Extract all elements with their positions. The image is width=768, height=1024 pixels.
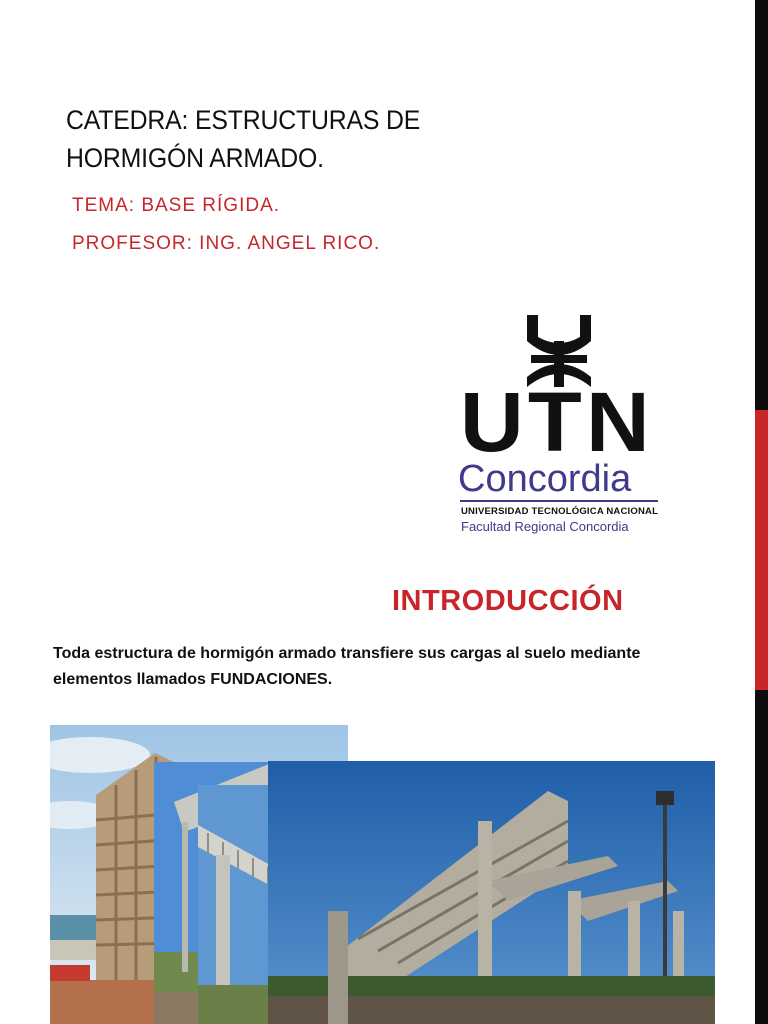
logo-city-text: Concordia bbox=[458, 458, 632, 500]
logo-university-text: UNIVERSIDAD TECNOLÓGICA NACIONAL bbox=[461, 506, 659, 517]
logo-divider bbox=[460, 500, 658, 502]
intro-heading: INTRODUCCIÓN bbox=[392, 585, 624, 617]
utn-logo bbox=[455, 310, 670, 540]
logo-utn-text: UTN bbox=[460, 375, 654, 469]
slide-title bbox=[66, 101, 655, 177]
stadium-stand-photo bbox=[268, 761, 715, 1024]
profesor-subtitle: PROFESOR: ING. ANGEL RICO. bbox=[72, 233, 381, 254]
slide-title-line1: CATEDRA: ESTRUCTURAS DE bbox=[66, 105, 421, 135]
intro-text: Toda estructura de hormigón armado transfiere sus cargas al suelo mediante elementos llamados FUNDACIONES. bbox=[53, 645, 641, 688]
right-accent-bar-red bbox=[755, 410, 768, 690]
logo-faculty-text: Facultad Regional Concordia bbox=[461, 519, 629, 534]
tema-subtitle: TEMA: BASE RÍGIDA. bbox=[72, 195, 281, 216]
slide-title-line2: HORMIGÓN ARMADO. bbox=[66, 143, 324, 173]
